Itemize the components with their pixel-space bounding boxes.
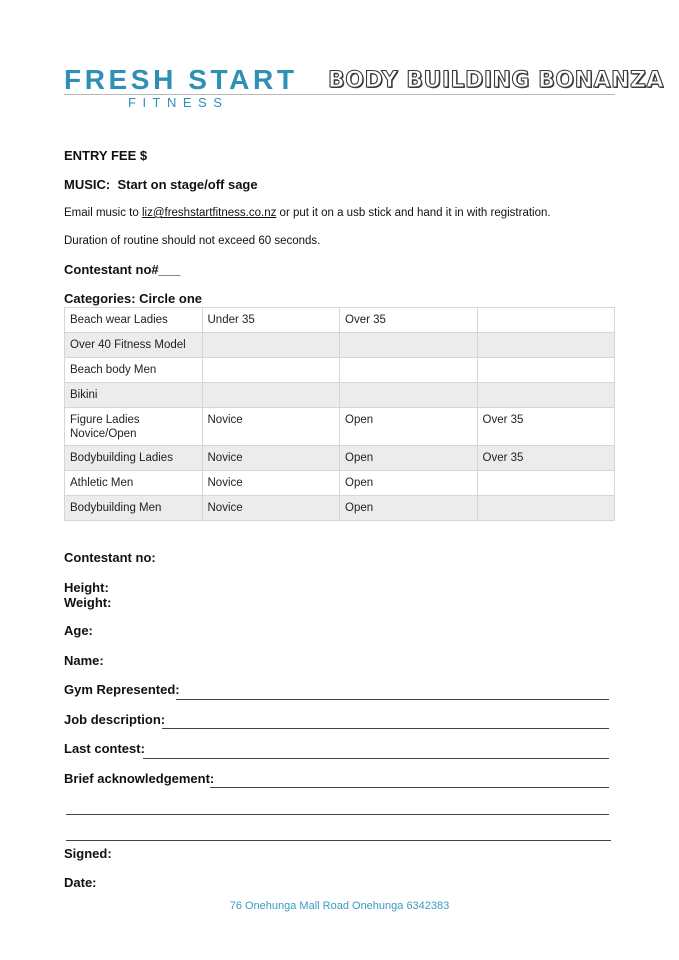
- table-row: [65, 408, 615, 446]
- gym-field-line[interactable]: [176, 699, 609, 700]
- table-cell[interactable]: Under 35: [202, 308, 340, 333]
- table-cell[interactable]: Over 40 Fitness Model: [65, 333, 203, 358]
- brand-subtitle: FITNESS: [128, 95, 229, 110]
- table-cell: [202, 383, 340, 408]
- table-cell: [340, 383, 478, 408]
- table-cell[interactable]: Open: [340, 496, 478, 521]
- email-prefix: Email music to: [64, 207, 142, 219]
- table-cell[interactable]: Open: [340, 408, 478, 446]
- table-cell[interactable]: Beach body Men: [65, 358, 203, 383]
- table-cell[interactable]: Athletic Men: [65, 471, 203, 496]
- email-suffix: or put it on a usb stick and hand it in with registration.: [276, 207, 551, 219]
- table-cell[interactable]: Open: [340, 471, 478, 496]
- music-text: Start on stage/off sage: [117, 177, 258, 192]
- table-cell[interactable]: Bodybuilding Men: [65, 496, 203, 521]
- table-cell: [477, 471, 615, 496]
- table-row: [65, 308, 615, 333]
- table-cell[interactable]: Bikini: [65, 383, 203, 408]
- job-label: Job description:: [64, 712, 166, 727]
- acknowledgement-label: Brief acknowledgement:: [64, 771, 215, 786]
- table-cell[interactable]: Open: [340, 446, 478, 471]
- table-cell: [202, 358, 340, 383]
- table-cell: [477, 496, 615, 521]
- table-cell: [477, 308, 615, 333]
- music-label: MUSIC:: [64, 177, 111, 192]
- form-title: BODY BUILDING BONANZA: [328, 68, 664, 93]
- table-cell[interactable]: Novice: [202, 496, 340, 521]
- name-label: Name:: [64, 653, 104, 668]
- table-row: [65, 358, 615, 383]
- contestant-number-top: Contestant no#___: [64, 262, 181, 277]
- table-cell[interactable]: Figure Ladies Novice/Open: [65, 408, 203, 446]
- email-instructions: [64, 207, 551, 219]
- signed-label: Signed:: [64, 846, 112, 861]
- acknowledgement-field-line[interactable]: [210, 787, 609, 788]
- table-cell[interactable]: Over 35: [477, 446, 615, 471]
- gym-label: Gym Represented:: [64, 682, 180, 697]
- last-contest-label: Last contest:: [64, 741, 145, 756]
- header-divider: [64, 94, 615, 95]
- categories-table: [64, 307, 615, 521]
- email-link[interactable]: liz@freshstartfitness.co.nz: [141, 207, 277, 219]
- music-line: [64, 177, 258, 192]
- footer-address: 76 Onehunga Mall Road Onehunga 6342383: [229, 900, 450, 912]
- table-row: [65, 383, 615, 408]
- table-cell[interactable]: Over 35: [477, 408, 615, 446]
- duration-note: Duration of routine should not exceed 60 seconds.: [64, 235, 321, 247]
- table-row: [65, 446, 615, 471]
- height-label: Height:: [64, 580, 109, 595]
- categories-heading: Categories: Circle one: [64, 291, 202, 306]
- acknowledgement-field-line-3[interactable]: [66, 840, 611, 841]
- table-row: [65, 333, 615, 358]
- last-contest-field-line[interactable]: [143, 758, 609, 759]
- table-row: [65, 496, 615, 521]
- table-cell[interactable]: Novice: [202, 446, 340, 471]
- acknowledgement-field-line-2[interactable]: [66, 814, 609, 815]
- brand-name: FRESH START: [64, 64, 298, 95]
- table-cell: [477, 383, 615, 408]
- table-cell: [477, 358, 615, 383]
- table-cell: [340, 333, 478, 358]
- weight-label: Weight:: [64, 595, 112, 610]
- age-label: Age:: [64, 623, 93, 638]
- table-cell[interactable]: Novice: [202, 471, 340, 496]
- table-row: [65, 471, 615, 496]
- table-cell[interactable]: Bodybuilding Ladies: [65, 446, 203, 471]
- table-cell: [340, 358, 478, 383]
- job-field-line[interactable]: [162, 728, 609, 729]
- table-cell: [477, 333, 615, 358]
- table-cell[interactable]: Beach wear Ladies: [65, 308, 203, 333]
- date-label: Date:: [64, 875, 97, 890]
- entry-fee: ENTRY FEE $: [64, 148, 148, 163]
- contestant-number-label: Contestant no:: [64, 550, 156, 565]
- table-cell[interactable]: Over 35: [340, 308, 478, 333]
- table-cell[interactable]: Novice: [202, 408, 340, 446]
- table-cell: [202, 333, 340, 358]
